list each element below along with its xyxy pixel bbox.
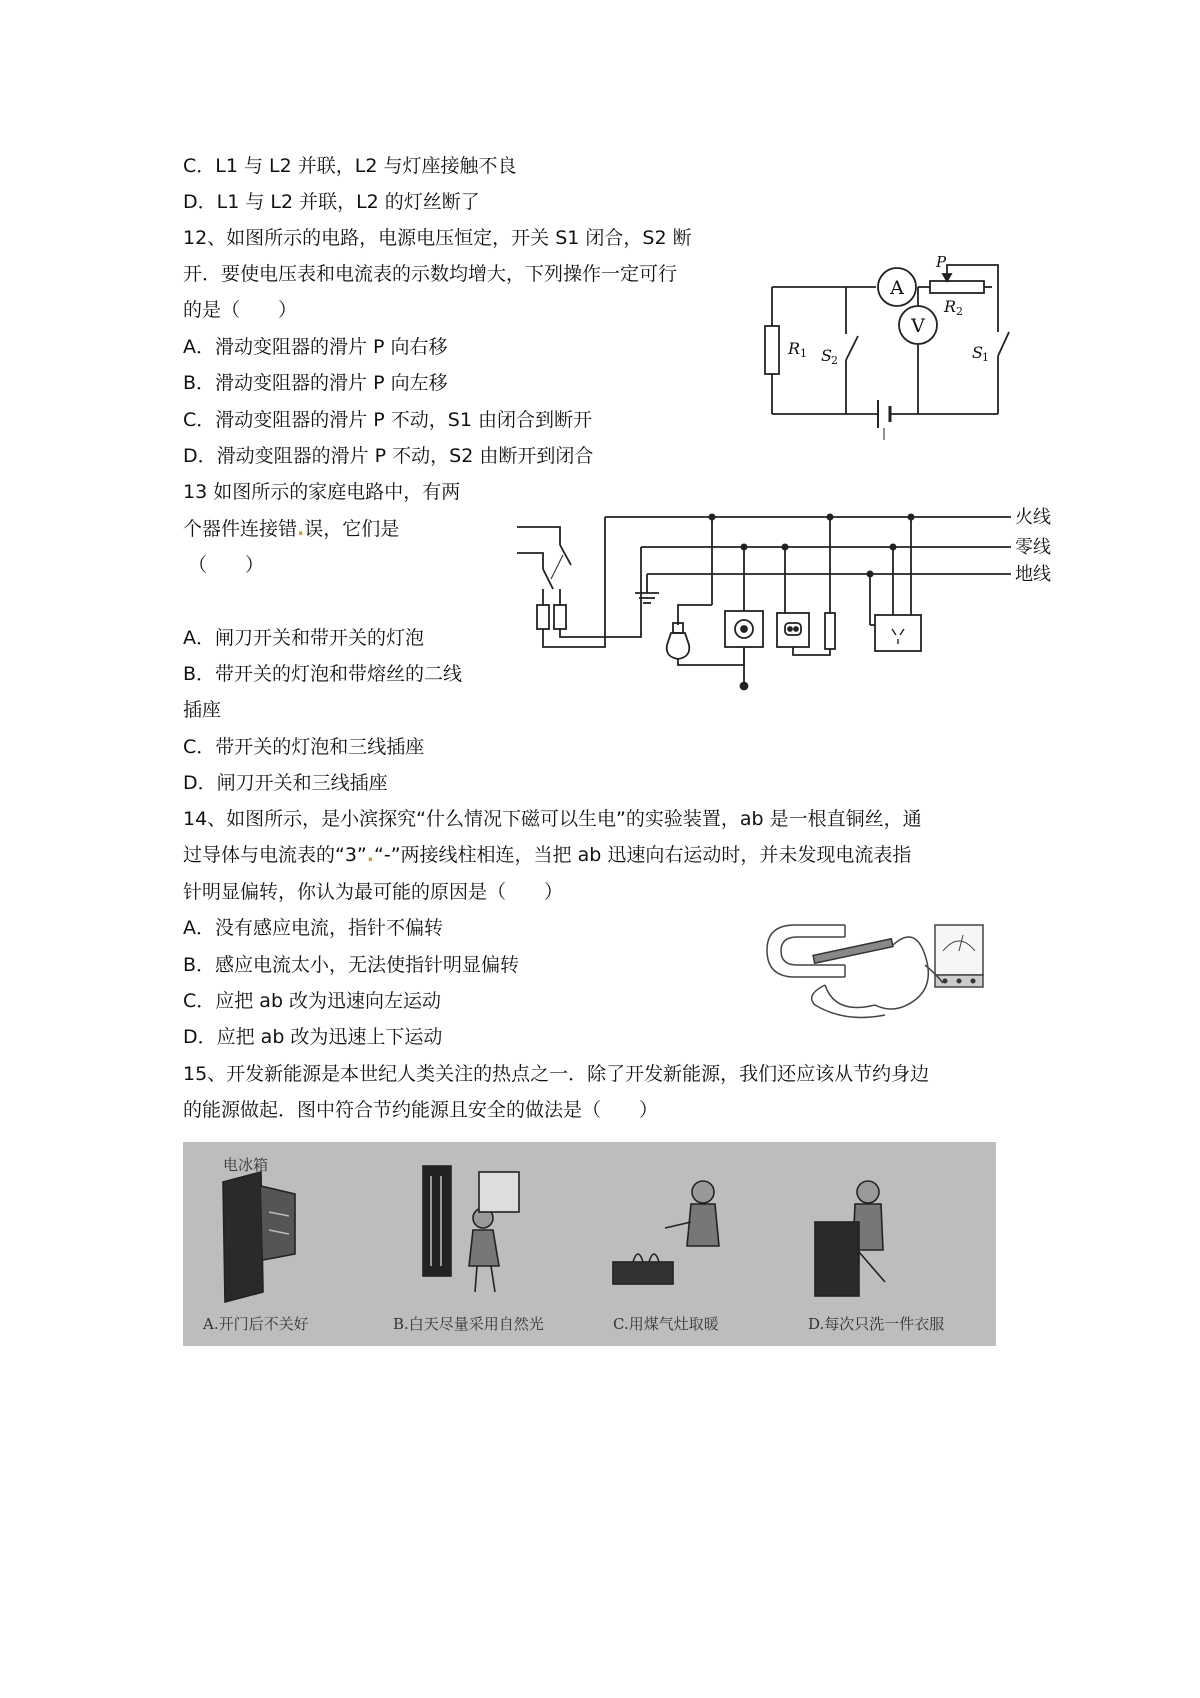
- wire: [678, 605, 712, 625]
- socket-hole: [788, 627, 792, 631]
- junction-dot: [741, 544, 748, 551]
- wire: [678, 647, 744, 665]
- q15-stem-line2: 的能源做起．图中符合节约能源且安全的做法是（ ）: [183, 1099, 659, 1121]
- socket-slot: [900, 629, 904, 635]
- lead-wire: [825, 985, 875, 1008]
- junction-dot: [741, 683, 748, 690]
- person-head: [692, 1181, 714, 1203]
- highlight-dot: .: [366, 844, 374, 866]
- r2-subscript: 2: [956, 305, 963, 318]
- q14-stem-line1: 14、如图所示，是小滨探究“什么情况下磁可以生电”的实验装置，ab 是一根直铜丝，通: [183, 808, 922, 830]
- resistor-r2: [930, 281, 984, 293]
- q12-option-c: C．滑动变阻器的滑片 P 不动，S1 由闭合到断开: [183, 409, 592, 431]
- q14-option-b: B．感应电流太小，无法使指针明显偏转: [183, 954, 520, 976]
- s2-subscript: 2: [831, 354, 838, 367]
- s1-label: S: [972, 343, 983, 362]
- q13-stem-line3: （ ）: [188, 554, 265, 576]
- q13-option-b-cont: 插座: [183, 699, 222, 721]
- gas-stove: [613, 1262, 673, 1284]
- q14-option-c: C．应把 ab 改为迅速向左运动: [183, 990, 442, 1012]
- person-body: [687, 1204, 719, 1246]
- terminal-knob: [957, 979, 962, 984]
- person-leg: [475, 1266, 477, 1292]
- ammeter-label: A: [890, 277, 904, 299]
- copper-wire-ab: [813, 939, 893, 963]
- caption-b: B.白天尽量采用自然光: [393, 1315, 544, 1333]
- person-head: [857, 1181, 879, 1203]
- q13-stem-line2-part2: 误，它们是: [304, 518, 400, 540]
- fuse: [537, 605, 549, 629]
- s1-subscript: 1: [982, 351, 989, 364]
- q11-option-c: C．L1 与 L2 并联，L2 与灯座接触不良: [183, 155, 517, 177]
- q14-option-a: A．没有感应电流，指针不偏转: [183, 917, 443, 939]
- junction-dot: [890, 544, 897, 551]
- junction-dot: [867, 571, 874, 578]
- junction-dot: [827, 514, 834, 521]
- fridge-label: 电冰箱: [223, 1156, 269, 1174]
- window-light: [479, 1172, 519, 1212]
- socket-hole: [794, 627, 798, 631]
- person-body: [469, 1230, 499, 1266]
- q11-option-d: D．L1 与 L2 并联，L2 的灯丝断了: [183, 191, 480, 213]
- caption-d: D.每次只洗一件衣服: [808, 1315, 945, 1333]
- bulb: [667, 633, 690, 659]
- q14-option-d: D．应把 ab 改为迅速上下运动: [183, 1026, 443, 1048]
- washing-machine: [815, 1222, 859, 1296]
- r1-label: R: [788, 339, 801, 358]
- live-wire-label: 火线: [1015, 507, 1051, 528]
- voltmeter-label: V: [911, 315, 925, 337]
- scene-fridge: [223, 1172, 295, 1302]
- socket-fuse: [825, 613, 835, 649]
- switch-s1-blade: [998, 332, 1009, 356]
- fuse: [554, 605, 566, 629]
- junction-dot: [908, 514, 915, 521]
- wire: [517, 527, 560, 545]
- slider-label: P: [936, 253, 947, 271]
- highlight-dot: .: [297, 518, 305, 540]
- q14-stem-line2-part1: 过导体与电流表的“3”: [183, 844, 367, 866]
- person-arm: [665, 1222, 691, 1228]
- lead-wire: [812, 985, 885, 1017]
- q13-option-d: D．闸刀开关和三线插座: [183, 772, 388, 794]
- person-leg: [859, 1252, 885, 1282]
- fridge-door: [261, 1186, 295, 1260]
- q15-photo-figure: [183, 1142, 996, 1346]
- q13-option-b: B．带开关的灯泡和带熔丝的二线: [183, 663, 463, 685]
- q14-apparatus-figure: [765, 905, 995, 1030]
- q13-household-circuit-figure: [515, 505, 1075, 710]
- q15-stem-line1: 15、开发新能源是本世纪人类关注的热点之一．除了开发新能源，我们还应该从节约身边: [183, 1063, 930, 1085]
- socket-slot: [892, 629, 896, 635]
- q12-stem-line2: 开．要使电压表和电流表的示数均增大，下列操作一定可行: [183, 263, 678, 285]
- wire: [543, 517, 605, 647]
- knife-switch-bar: [551, 555, 563, 579]
- q12-option-a: A．滑动变阻器的滑片 P 向右移: [183, 336, 448, 358]
- switch-s2-blade: [846, 336, 858, 360]
- wire: [517, 553, 543, 569]
- q14-stem-line2-part2: “-”两接线柱相连，当把 ab 迅速向右运动时，并未发现电流表指: [374, 844, 912, 866]
- q12-circuit-figure: [760, 250, 1010, 445]
- junction-dot: [782, 544, 789, 551]
- caption-c: C.用煤气灶取暖: [613, 1315, 719, 1333]
- scene-gas-stove: [613, 1181, 719, 1284]
- fridge-body: [223, 1172, 263, 1302]
- three-wire-socket: [875, 615, 921, 651]
- wire: [560, 547, 641, 637]
- terminal-knob: [971, 979, 976, 984]
- q14-stem-line2: [183, 843, 911, 867]
- q13-option-a: A．闸刀开关和带开关的灯泡: [183, 627, 424, 649]
- caption-a: A.开门后不关好: [203, 1315, 309, 1333]
- junction-dot: [709, 514, 716, 521]
- q13-stem-line2: [183, 517, 399, 541]
- resistor-r1: [765, 326, 779, 374]
- window-frame: [423, 1166, 451, 1276]
- s2-label: S: [821, 346, 832, 365]
- person-leg: [491, 1266, 495, 1292]
- ground-wire-label: 地线: [1015, 564, 1051, 585]
- q14-stem-line3: 针明显偏转，你认为最可能的原因是（ ）: [183, 881, 564, 903]
- q13-option-c: C．带开关的灯泡和三线插座: [183, 736, 425, 758]
- q12-option-b: B．滑动变阻器的滑片 P 向左移: [183, 372, 448, 394]
- q12-option-d: D．滑动变阻器的滑片 P 不动，S2 由断开到闭合: [183, 445, 594, 467]
- neutral-wire-label: 零线: [1015, 537, 1051, 558]
- r1-subscript: 1: [800, 347, 807, 360]
- two-wire-socket: [777, 613, 809, 647]
- q12-stem-line3: 的是（ ）: [183, 299, 298, 321]
- q12-stem-line1: 12、如图所示的电路，电源电压恒定，开关 S1 闭合，S2 断: [183, 227, 692, 249]
- q13-stem-line2-part1: 个器件连接错: [183, 518, 298, 540]
- slider-arrow: [943, 274, 951, 281]
- q13-stem-line1: 13 如图所示的家庭电路中，有两: [183, 481, 461, 503]
- knife-switch-blade: [560, 545, 571, 565]
- wall-switch-knob: [741, 626, 747, 632]
- scene-washing-machine: [815, 1181, 885, 1296]
- scene-natural-light: [423, 1166, 519, 1292]
- r2-label: R: [944, 297, 957, 316]
- flame: [633, 1254, 659, 1262]
